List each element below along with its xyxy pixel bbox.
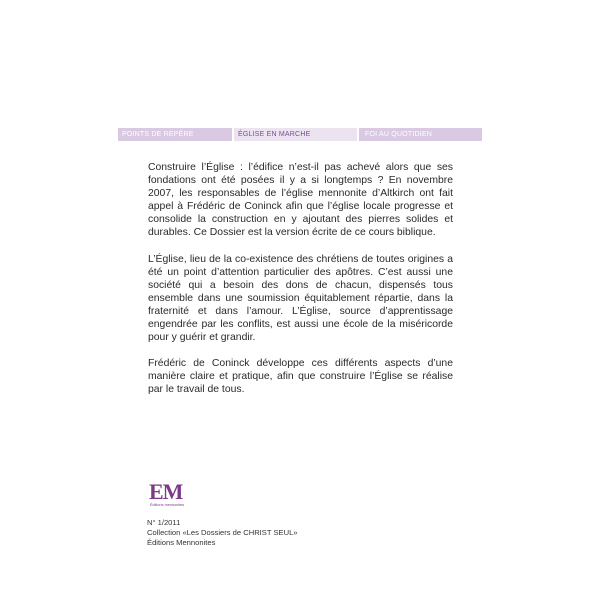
blurb-paragraph: Construire l’Église : l’édifice n’est-il pas achevé alors que ses fondations ont été posées il y a si longtemps ? En novembre 2007, les responsables de l’église mennonite d’Altkirch ont fait appel à Frédéric de Coninck afin que l’église locale progresse et consolide la construction en y ajoutant des pierres solides et durables. Ce Dossier est la version écrite de ce cours biblique. [148,162,453,239]
banner-item-points-de-repere: POINTS DE REPÈRE [118,128,232,141]
logo-subtitle: Éditions mennonites [150,503,185,507]
colophon [147,518,407,547]
banner-item-foi-au-quotidien: FOI AU QUOTIDIEN [359,128,482,141]
banner-item-eglise-en-marche: ÉGLISE EN MARCHE [234,128,357,141]
logo-mark: EM [149,479,183,504]
publisher-logo [149,481,197,509]
series-banner [118,128,482,141]
publisher-name: Éditions Mennonites [147,537,216,547]
issue-number: N° 1/2011 [147,518,181,527]
blurb-paragraph: Frédéric de Coninck développe ces différents aspects d’une manière claire et pratique, afin que construire l’Église se réalise par le travail de tous. [148,358,453,396]
blurb-paragraph: L’Église, lieu de la co-existence des chrétiens de toutes origines a été un point d’attention particulier des apôtres. C’est aussi une société qui a besoin des dons de chacun, dispensés tous ensemble dans une soumission équitablement répartie, dans la fraternité et dans l’amour. L’Église, source d’apprentissage engendrée par les conflits, est aussi une école de la miséricorde pour y guérir et grandir. [148,253,453,344]
blurb [148,161,453,410]
collection-name: Collection «Les Dossiers de CHRIST SEUL» [147,527,298,537]
